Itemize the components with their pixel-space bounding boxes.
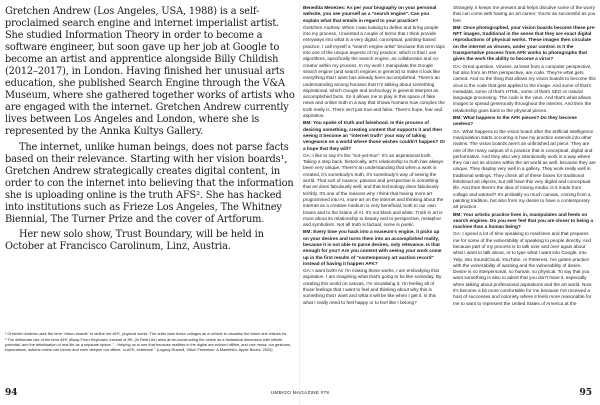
interview-question: BM: Once photographed, your vision boards become these pre-NFT images, traditional in the sense that they are exact digital reproductions of physical works. These images then circulate on the internet as viruses, under your control. Is it the transportative process from AFK works to photographs that gives the work the ability to become a virus? [453,25,596,63]
interview-answer: GA: I want both! As I'm making these works, I am embodying that aspiration. I am imagining what that's going to be like someday. By creating this world on canvas, I'm visualising it. I'm feeling all of those feelings that I want to feel and thinking about why this is something that I want and what it will be like when I get it. Is this what I really need to feel happy or to feel like I belong? [303,269,442,306]
intro-column [5,6,297,256]
interview-answer: GA: I spend a lot of time speaking to machines and that prepares me for some of the vulnerability of speaking to people directly. And because part of my process is to talk over and over again about what I want to talk about, or to type what I want into Google, into Yelp, into SoundCloud, YouTube, or Pinterest, I've gotten practice with the vulnerability of wanting and the vulnerability of desire. Desire is so interpersonal, so human, so physical. To say that you want something is also to admit that you don't have it, especially when talking about professional aspirations and the art world. Now it's become a bit more comfortable for me because I've received a host of successes and notoriety where it feels more reasonable for me to want to represent the United States of America at the [453,232,592,307]
interview-answer: GA: I like to say it's the "not-yet-true". It's an aspirational truth. Taking a step back, historically, art's relationship to truth has always been very unique. There's an understanding that when a work is created, it's somebody's truth, it's somebody's way of seeing the world. That sort of nuance, passion and perspective is something that art does fabulously well, and that technology does fabulously terribly. It's one of the reasons why I think that having more art programmed into AI, more art on the internet and thinking about the internet as a creative medium is very beneficial, both to our own brains and to the brains of AI. It's not black and white. Truth in art is more about its relationship to beauty and to perspective, metaphor and symbolism. Not all truth is factual, some is poetic. [303,153,444,229]
interview-question: BM: Your artistic practice lives in, manipulates and feeds on search engines. Do you ever feel that you are closer to being a machine than a human being? [453,212,593,231]
interview-answer: Strangely, it keeps me present and helps dissolve some of the worry that can come with having an art career. You're as successful as you feel. [453,6,596,24]
magazine-name: UMBIGO MAGAZINE #78 [270,390,330,395]
interview-question: Benedita Menezes: As per your biography on your personal website, you see yourself as a "search engine". Can you explain what that entails in regard to your practice? [303,6,437,24]
gutter-divider [299,0,300,405]
intro-paragraph-3: Her new solo show, Trust Boundary, will be held in October at Francisco Carolinum, Linz, Austria. [5,228,264,252]
interview-column-2 [453,6,596,309]
interview-question: BM: What happens to the AFK pieces? Do they become useless? [453,116,577,128]
footnote-2: ² The deliberate use of the term AFK (Away From Keyboard, instead of IRL (In Real Life) aims at de-constructing the online as a fantastical dimension with infinite potential, and the fetishisation of real life as a separate space. "...Helping us to see that because realities in the digital are echoed offline, and vice versa, our gestures, explorations, actions online can inform and even deepen our offline, or AFK, existence." (Legacy Russell, Glitch Feminism: A Manifesto, Apple Books: 2020) [5,337,292,353]
interview-question: BM: You spoke of truth and falsehood. Is this process of desiring something, creating content that supports it and then seeing it become an "internet truth" your way of taking vengeance on a world where those wishes couldn't happen? Or a hope that they will? [303,121,446,152]
interview-answer: Gretchen Andrew: When I was looking to define and bring people into my process, I invented a couple of terms that I think provide entryways into what is a very digital, conceptual, painting-based practice. I call myself a "search engine artist" because this term taps into one of the unique aspects of my practice, which is that I use algorithms, specifically the search engine, as collaborator and co-creator within my process. In my work I manipulate the Google search engine (and search engines in general) to make it look like everything that I want has already been accomplished. There's an understanding among humans that I'm talking about something aspirational, which Google and technology in general interpret as accomplished facts. So it allows me to play in this space of fake news and online truth in a way that shows humans how complex the truth really is. There isn't just true and false. There's hope, fear and aspiration. [303,25,445,120]
interview-answer: GA: What happens to the vision board after the artificial intelligence manipulation starts occurring is how my practice extends into other realms. The vision boards aren't an unfinished art piece. They are one of the many outputs of a practice that is conceptual, digital and performative. And they also very intentionally work in a way where they can act as viruses within the art world as well, because they are unique. They display very well in a gallery. They work really well in traditional settings. They check all of these boxes for traditional fetishised art objects, but still have this very digital and conceptual life. And then there's the idea of mixing media: is it made from collage and wanted? It's probably so much canvas, coming from a painting tradition, but also from my desire to have a contemporary art practice. [453,129,596,211]
footnote-1: ¹ Gretchen Andrew uses the term "vision boards" to define her AFK, physical works. The artist uses these collages as a vehicle to visualise the future she wishes for. [5,331,288,336]
intro-paragraph-1: Gretchen Andrew (Los Angeles, USA, 1988) is a self-proclaimed search engine and internet imperialist artist. She studied Information Theory in order to become a software engineer, but soon gave up her job at Google to become an artist and apprentice alongside Billy Childish (2012–2017), in London. Having finished her unusual arts education, she published Search Engine through the V&A Museum, where she gathered together works of artists who are engaged with the internet. Gretchen Andrew currently lives between Los Angeles and London, where she is represented by the Annka Kultys Gallery. [5,6,295,138]
page-number-left: 94 [5,388,18,398]
footnotes [5,331,297,353]
intro-paragraph-2: The internet, unlike human beings, does not parse facts based on their relevance. Starting with her vision boards¹, Gretchen Andrew strategically creates digital content, in order to con the internet into believing that the information she is uploading online is the truth AFS². She has hacked into institutions such as Frieze Los Angeles, The Whitney Biennial, The Turner Prize and the cover of Artforum. [5,141,294,225]
interview-column-1 [303,6,446,308]
interview-answer: GA: Great question. Viruses, at least from a computer perspective, but also from an RNA perspective, are code. They're what gets carried. And so the thing that allows my vision boards to become this virus is the code that gets applied to the image. And some of that's metadata, some of that's HTML, some of that's SEO or natural language processing. The code is the virus. And that's what allows images to spread generously throughout the internet. And then the relationship goes back to the physical pieces. [453,64,596,114]
page-number-right: 95 [579,388,592,398]
interview-question: BM: Every time you hack into a museum's engine, it picks up on your desires and turns them into an accomplished reality, because it is not able to parse desires, only relevance. Is that enough for you? Are you content with seeing your work come up in the first results of "contemporary art auction record" instead of having it happen AFK? [303,230,442,267]
